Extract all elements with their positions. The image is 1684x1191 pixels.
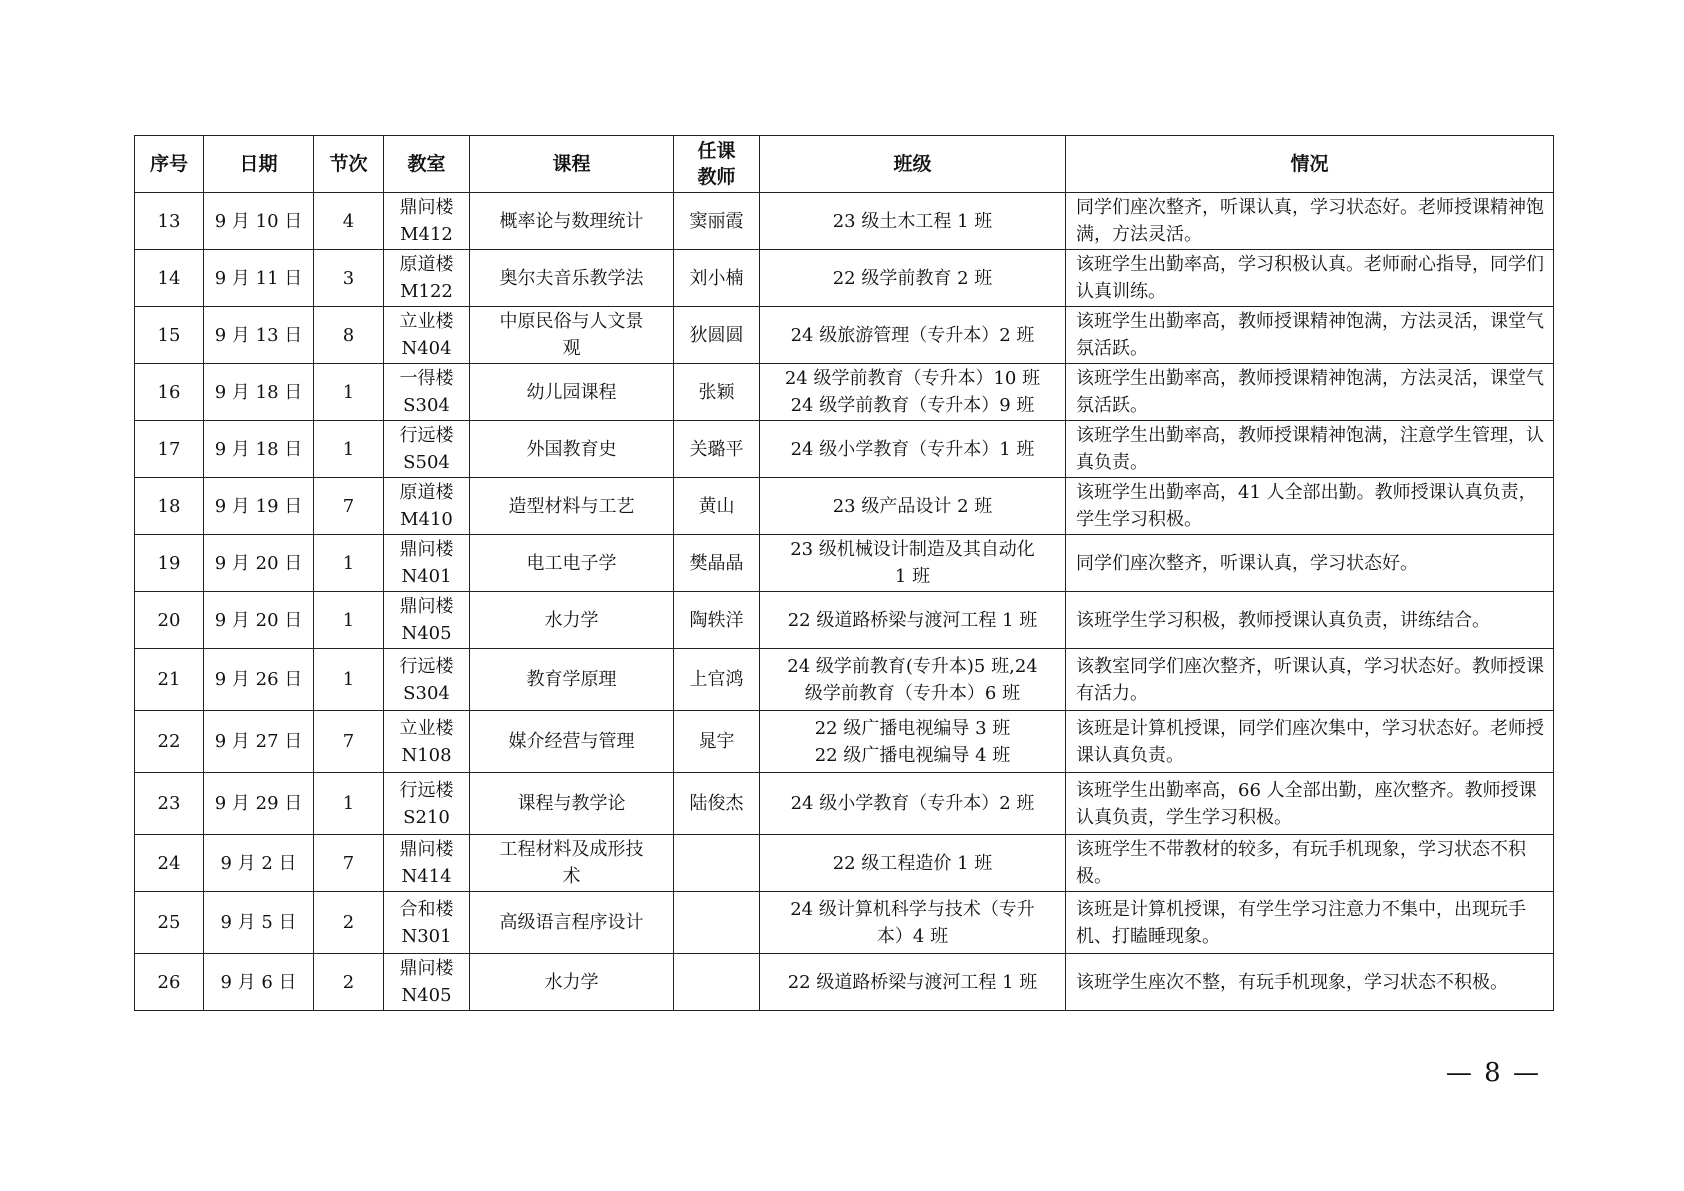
cell-room bbox=[384, 592, 470, 649]
cell-course bbox=[470, 892, 674, 954]
table-row bbox=[135, 954, 1554, 1011]
cell-no: 17 bbox=[135, 421, 204, 478]
cell-teacher: 关璐平 bbox=[674, 421, 760, 478]
cell-course-line: 课程与教学论 bbox=[517, 793, 626, 814]
table-row bbox=[135, 364, 1554, 421]
cell-room-line: N404 bbox=[401, 338, 452, 359]
header-room: 教室 bbox=[384, 136, 470, 193]
table-row bbox=[135, 307, 1554, 364]
cell-room-line: N108 bbox=[401, 744, 452, 766]
cell-class bbox=[760, 711, 1066, 773]
table-row bbox=[135, 892, 1554, 954]
cell-class-line: 22 级广播电视编导 3 班 bbox=[814, 717, 1011, 739]
cell-teacher: 刘小楠 bbox=[674, 250, 760, 307]
cell-room-line: S210 bbox=[403, 806, 450, 828]
cell-class-line: 22 级工程造价 1 班 bbox=[832, 852, 993, 874]
cell-course-line: 媒介经营与管理 bbox=[508, 731, 635, 752]
cell-class bbox=[760, 250, 1066, 307]
cell-note: 该班学生出勤率高，学习积极认真。老师耐心指导，同学们认真训练。 bbox=[1066, 250, 1554, 307]
cell-class-line: 24 级计算机科学与技术（专升 bbox=[790, 898, 1035, 920]
cell-room-line: 立业楼 bbox=[399, 311, 454, 332]
cell-class bbox=[760, 535, 1066, 592]
cell-note: 该班学生不带教材的较多，有玩手机现象，学习状态不积极。 bbox=[1066, 835, 1554, 892]
cell-room bbox=[384, 193, 470, 250]
table-row bbox=[135, 478, 1554, 535]
table-row bbox=[135, 193, 1554, 250]
cell-class bbox=[760, 649, 1066, 711]
cell-teacher: 狄圆圆 bbox=[674, 307, 760, 364]
cell-class-line: 24 级学前教育（专升本）9 班 bbox=[790, 395, 1035, 416]
cell-course-line: 中原民俗与人文景 bbox=[499, 311, 644, 332]
cell-room-line: 鼎问楼 bbox=[399, 596, 454, 617]
cell-room-line: S304 bbox=[403, 395, 450, 416]
cell-course-line: 观 bbox=[562, 338, 581, 359]
table-row bbox=[135, 649, 1554, 711]
cell-date: 9 月 19 日 bbox=[204, 478, 314, 535]
cell-course-line: 术 bbox=[562, 866, 581, 887]
cell-period: 4 bbox=[314, 193, 384, 250]
cell-date: 9 月 18 日 bbox=[204, 364, 314, 421]
cell-date: 9 月 2 日 bbox=[204, 835, 314, 892]
cell-course bbox=[470, 421, 674, 478]
header-teacher bbox=[674, 136, 760, 193]
cell-course bbox=[470, 592, 674, 649]
cell-room-line: 立业楼 bbox=[399, 717, 454, 739]
header-teacher-line: 任课 bbox=[697, 140, 736, 162]
page-number: — 8 — bbox=[1445, 1058, 1541, 1088]
cell-period: 1 bbox=[314, 773, 384, 835]
cell-no: 22 bbox=[135, 711, 204, 773]
cell-teacher bbox=[674, 892, 760, 954]
cell-room-line: N401 bbox=[401, 566, 452, 587]
cell-room bbox=[384, 535, 470, 592]
cell-date: 9 月 20 日 bbox=[204, 535, 314, 592]
cell-no: 24 bbox=[135, 835, 204, 892]
cell-date: 9 月 6 日 bbox=[204, 954, 314, 1011]
cell-room-line: M410 bbox=[400, 509, 453, 530]
cell-course bbox=[470, 250, 674, 307]
cell-period: 1 bbox=[314, 592, 384, 649]
cell-class-line: 级学前教育（专升本）6 班 bbox=[804, 682, 1021, 704]
cell-no: 19 bbox=[135, 535, 204, 592]
cell-course-line: 教育学原理 bbox=[526, 669, 617, 690]
table-body bbox=[135, 193, 1554, 1011]
cell-class-line: 22 级道路桥梁与渡河工程 1 班 bbox=[787, 609, 1038, 631]
cell-course-line: 高级语言程序设计 bbox=[499, 912, 644, 933]
cell-course-line: 造型材料与工艺 bbox=[508, 495, 635, 517]
cell-course-line: 工程材料及成形技 bbox=[499, 839, 644, 860]
cell-period: 7 bbox=[314, 835, 384, 892]
inspection-table bbox=[134, 135, 1554, 1011]
cell-date: 9 月 26 日 bbox=[204, 649, 314, 711]
cell-class-line: 24 级学前教育(专升本)5 班,24 bbox=[787, 655, 1038, 677]
cell-room-line: 行远楼 bbox=[399, 779, 454, 801]
cell-class-line: 23 级产品设计 2 班 bbox=[832, 495, 993, 517]
cell-class bbox=[760, 307, 1066, 364]
table-row bbox=[135, 250, 1554, 307]
cell-period: 2 bbox=[314, 954, 384, 1011]
cell-room-line: 行远楼 bbox=[399, 655, 454, 677]
cell-class-line: 22 级学前教育 2 班 bbox=[832, 267, 993, 289]
cell-teacher: 陆俊杰 bbox=[674, 773, 760, 835]
cell-course-line: 水力学 bbox=[544, 609, 599, 631]
header-teacher-line: 教师 bbox=[697, 166, 736, 188]
table-row bbox=[135, 421, 1554, 478]
cell-date: 9 月 11 日 bbox=[204, 250, 314, 307]
cell-no: 26 bbox=[135, 954, 204, 1011]
cell-class bbox=[760, 592, 1066, 649]
cell-room-line: 行远楼 bbox=[399, 425, 454, 446]
cell-teacher bbox=[674, 954, 760, 1011]
cell-note: 该班学生出勤率高，66 人全部出勤，座次整齐。教师授课认真负责，学生学习积极。 bbox=[1066, 773, 1554, 835]
cell-course-line: 幼儿园课程 bbox=[526, 381, 617, 403]
table-row bbox=[135, 835, 1554, 892]
header-period: 节次 bbox=[314, 136, 384, 193]
cell-class bbox=[760, 835, 1066, 892]
cell-course-line: 电工电子学 bbox=[526, 552, 617, 574]
cell-note: 同学们座次整齐，听课认真，学习状态好。 bbox=[1066, 535, 1554, 592]
cell-no: 15 bbox=[135, 307, 204, 364]
cell-room bbox=[384, 250, 470, 307]
cell-note: 该班学生出勤率高，41 人全部出勤。教师授课认真负责，学生学习积极。 bbox=[1066, 478, 1554, 535]
cell-no: 16 bbox=[135, 364, 204, 421]
cell-course bbox=[470, 835, 674, 892]
cell-room bbox=[384, 954, 470, 1011]
cell-date: 9 月 29 日 bbox=[204, 773, 314, 835]
cell-note: 该班是计算机授课，有学生学习注意力不集中，出现玩手机、打瞌睡现象。 bbox=[1066, 892, 1554, 954]
cell-period: 2 bbox=[314, 892, 384, 954]
cell-class bbox=[760, 892, 1066, 954]
cell-no: 23 bbox=[135, 773, 204, 835]
cell-period: 3 bbox=[314, 250, 384, 307]
cell-class bbox=[760, 193, 1066, 250]
cell-course-line: 外国教育史 bbox=[526, 438, 617, 460]
header-class: 班级 bbox=[760, 136, 1066, 193]
cell-note: 该班学生学习积极，教师授课认真负责，讲练结合。 bbox=[1066, 592, 1554, 649]
cell-room-line: 原道楼 bbox=[399, 482, 454, 503]
cell-teacher bbox=[674, 835, 760, 892]
cell-room bbox=[384, 711, 470, 773]
cell-teacher: 樊晶晶 bbox=[674, 535, 760, 592]
cell-class-line: 23 级机械设计制造及其自动化 bbox=[790, 539, 1035, 560]
cell-room-line: 鼎问楼 bbox=[399, 539, 454, 560]
cell-class bbox=[760, 478, 1066, 535]
cell-room-line: N301 bbox=[401, 925, 452, 947]
cell-room-line: 鼎问楼 bbox=[399, 839, 454, 860]
cell-room-line: 原道楼 bbox=[399, 254, 454, 275]
cell-room-line: 鼎问楼 bbox=[399, 958, 454, 979]
cell-note: 该教室同学们座次整齐，听课认真，学习状态好。教师授课有活力。 bbox=[1066, 649, 1554, 711]
cell-room-line: N414 bbox=[401, 866, 452, 887]
cell-course bbox=[470, 307, 674, 364]
cell-note: 该班是计算机授课，同学们座次集中，学习状态好。老师授课认真负责。 bbox=[1066, 711, 1554, 773]
cell-date: 9 月 10 日 bbox=[204, 193, 314, 250]
table-row bbox=[135, 535, 1554, 592]
cell-period: 1 bbox=[314, 421, 384, 478]
cell-note: 该班学生出勤率高，教师授课精神饱满，注意学生管理，认真负责。 bbox=[1066, 421, 1554, 478]
cell-class-line: 1 班 bbox=[894, 566, 931, 587]
cell-room-line: S504 bbox=[403, 452, 450, 473]
cell-class-line: 本）4 班 bbox=[876, 925, 949, 947]
cell-room bbox=[384, 892, 470, 954]
cell-room bbox=[384, 421, 470, 478]
cell-teacher: 张颖 bbox=[674, 364, 760, 421]
cell-date: 9 月 20 日 bbox=[204, 592, 314, 649]
table-row bbox=[135, 592, 1554, 649]
cell-class-line: 24 级旅游管理（专升本）2 班 bbox=[790, 324, 1035, 346]
cell-period: 1 bbox=[314, 649, 384, 711]
cell-no: 21 bbox=[135, 649, 204, 711]
cell-period: 7 bbox=[314, 711, 384, 773]
cell-room-line: 鼎问楼 bbox=[399, 197, 454, 218]
cell-course bbox=[470, 193, 674, 250]
cell-class bbox=[760, 954, 1066, 1011]
cell-room-line: N405 bbox=[401, 985, 452, 1006]
cell-course bbox=[470, 773, 674, 835]
cell-date: 9 月 18 日 bbox=[204, 421, 314, 478]
cell-course-line: 水力学 bbox=[544, 971, 599, 993]
cell-room bbox=[384, 364, 470, 421]
cell-class-line: 22 级道路桥梁与渡河工程 1 班 bbox=[787, 971, 1038, 993]
cell-course-line: 奥尔夫音乐教学法 bbox=[499, 267, 644, 289]
cell-no: 14 bbox=[135, 250, 204, 307]
cell-class-line: 22 级广播电视编导 4 班 bbox=[814, 744, 1011, 766]
cell-period: 1 bbox=[314, 535, 384, 592]
cell-room-line: N405 bbox=[401, 623, 452, 644]
cell-no: 25 bbox=[135, 892, 204, 954]
cell-teacher: 陶轶洋 bbox=[674, 592, 760, 649]
cell-room bbox=[384, 835, 470, 892]
cell-class-line: 24 级小学教育（专升本）2 班 bbox=[790, 793, 1035, 814]
cell-room-line: M412 bbox=[400, 224, 453, 245]
cell-teacher: 窦丽霞 bbox=[674, 193, 760, 250]
cell-note: 该班学生出勤率高，教师授课精神饱满，方法灵活，课堂气氛活跃。 bbox=[1066, 307, 1554, 364]
cell-room-line: 合和楼 bbox=[399, 898, 454, 920]
header-note: 情况 bbox=[1066, 136, 1554, 193]
cell-teacher: 上官鸿 bbox=[674, 649, 760, 711]
cell-note: 该班学生出勤率高，教师授课精神饱满，方法灵活，课堂气氛活跃。 bbox=[1066, 364, 1554, 421]
cell-class-line: 23 级土木工程 1 班 bbox=[832, 210, 993, 232]
cell-room bbox=[384, 478, 470, 535]
cell-room-line: M122 bbox=[400, 281, 453, 302]
cell-class-line: 24 级学前教育（专升本）10 班 bbox=[784, 368, 1041, 389]
cell-class bbox=[760, 421, 1066, 478]
cell-teacher: 黄山 bbox=[674, 478, 760, 535]
cell-no: 20 bbox=[135, 592, 204, 649]
cell-room-line: S304 bbox=[403, 682, 450, 704]
cell-period: 8 bbox=[314, 307, 384, 364]
cell-period: 7 bbox=[314, 478, 384, 535]
cell-room bbox=[384, 649, 470, 711]
cell-course bbox=[470, 711, 674, 773]
cell-date: 9 月 13 日 bbox=[204, 307, 314, 364]
cell-class-line: 24 级小学教育（专升本）1 班 bbox=[790, 438, 1035, 460]
cell-class bbox=[760, 773, 1066, 835]
cell-course bbox=[470, 649, 674, 711]
cell-course bbox=[470, 535, 674, 592]
cell-note: 同学们座次整齐，听课认真，学习状态好。老师授课精神饱满，方法灵活。 bbox=[1066, 193, 1554, 250]
cell-course bbox=[470, 954, 674, 1011]
cell-no: 13 bbox=[135, 193, 204, 250]
cell-room bbox=[384, 773, 470, 835]
cell-room-line: 一得楼 bbox=[399, 368, 454, 389]
header-date: 日期 bbox=[204, 136, 314, 193]
header-course: 课程 bbox=[470, 136, 674, 193]
table-row bbox=[135, 711, 1554, 773]
cell-room bbox=[384, 307, 470, 364]
cell-course bbox=[470, 478, 674, 535]
cell-date: 9 月 27 日 bbox=[204, 711, 314, 773]
cell-course bbox=[470, 364, 674, 421]
header-row bbox=[135, 136, 1554, 193]
cell-note: 该班学生座次不整，有玩手机现象，学习状态不积极。 bbox=[1066, 954, 1554, 1011]
cell-date: 9 月 5 日 bbox=[204, 892, 314, 954]
cell-teacher: 晁宇 bbox=[674, 711, 760, 773]
cell-course-line: 概率论与数理统计 bbox=[499, 210, 644, 232]
cell-no: 18 bbox=[135, 478, 204, 535]
cell-period: 1 bbox=[314, 364, 384, 421]
table-row bbox=[135, 773, 1554, 835]
cell-class bbox=[760, 364, 1066, 421]
header-no: 序号 bbox=[135, 136, 204, 193]
